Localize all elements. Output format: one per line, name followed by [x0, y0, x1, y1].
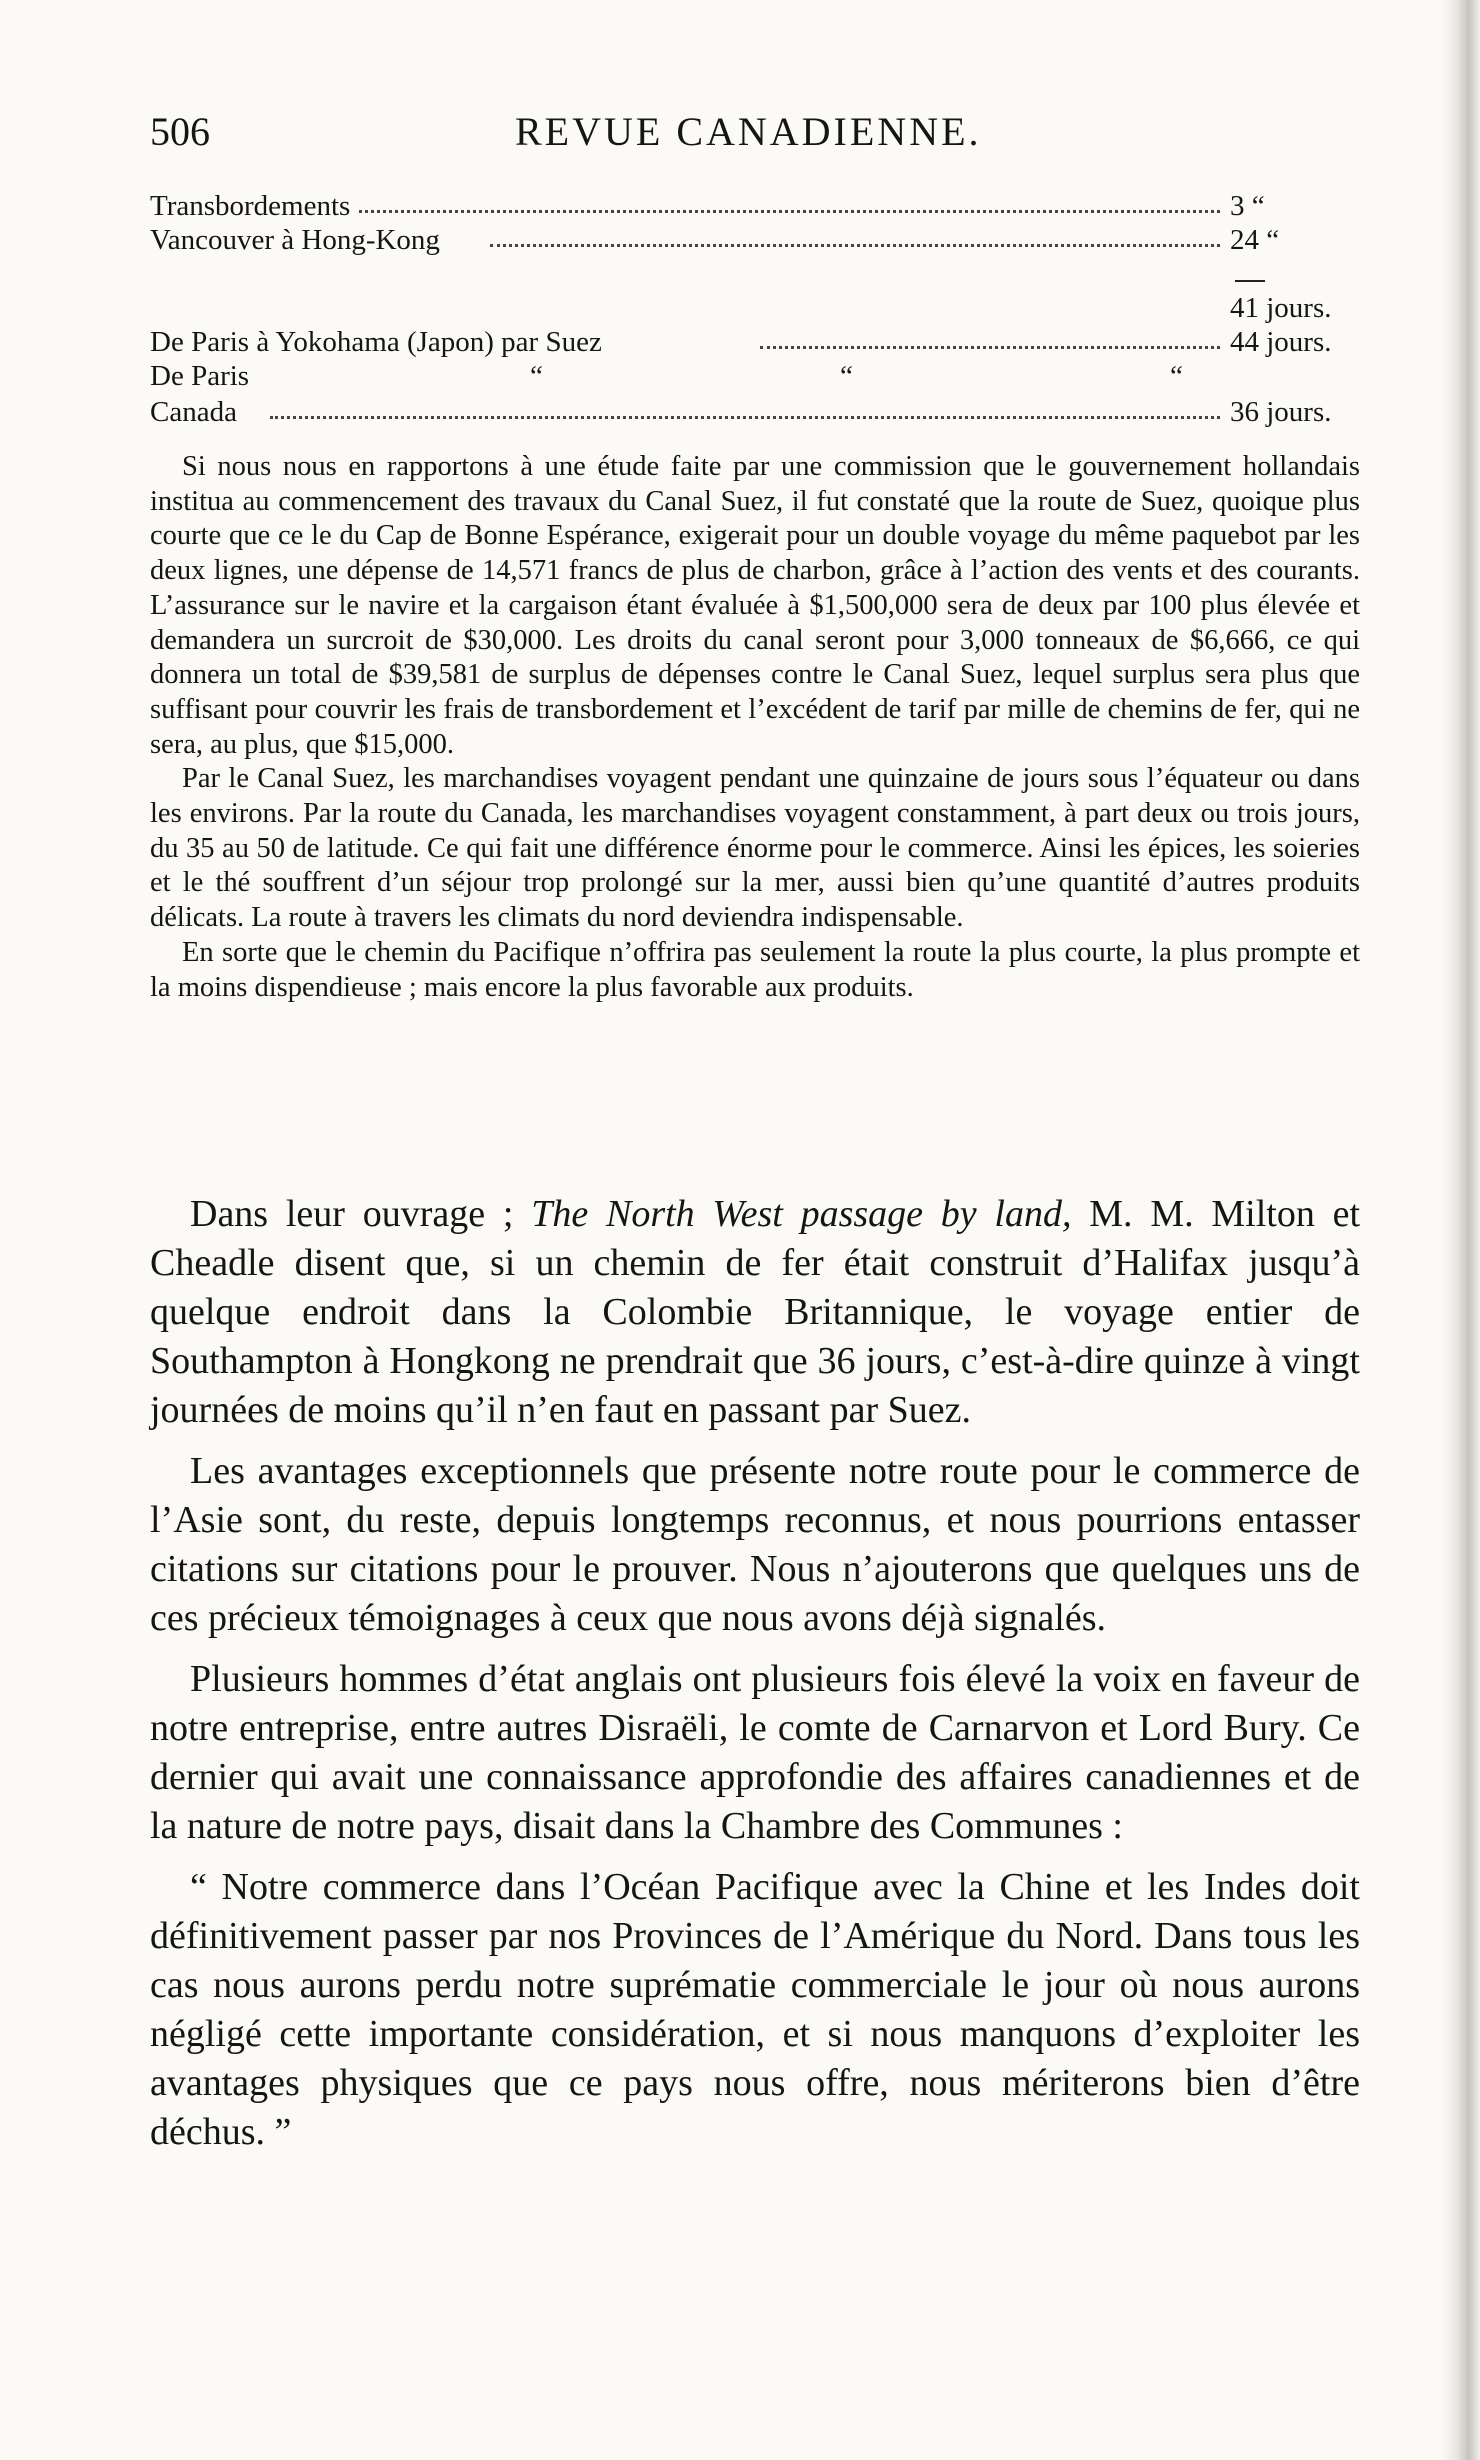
page-number: 506 — [150, 109, 210, 154]
dot-leader — [330, 210, 1220, 213]
table-row — [150, 188, 1360, 224]
table-row — [150, 324, 1360, 360]
small-print-section — [150, 450, 1360, 1005]
page-binding-edge — [1442, 0, 1480, 2460]
body-text-section — [150, 1190, 1360, 2169]
sum-rule — [1235, 280, 1265, 282]
running-title: REVUE CANADIENNE. — [515, 109, 982, 154]
table-row — [150, 222, 1360, 258]
dot-leader — [760, 346, 1220, 349]
row-label: Transbordements — [150, 188, 356, 224]
dot-leader — [490, 244, 1220, 247]
row-label: De Paris — [150, 358, 255, 394]
paragraph-rest: M. M. Milton et Cheadle disent que, si un chemin de fer était construit d’Halifax jusqu’à quelque endroit dans la Colombie Britannique, le voyage entier de Southampton à Hongkong ne prendrait que 36 jours, c’est-à-dire quinze à vingt journées de moins qu’il n’en faut en passant par Suez. — [150, 1193, 1361, 1431]
book-title: The North West passage by land, — [531, 1193, 1072, 1235]
paragraph-intro: Dans leur ouvrage ; — [190, 1193, 514, 1235]
body-paragraph: Les avantages exceptionnels que présente notre route pour le commerce de l’Asie sont, du reste, depuis longtemps reconnus, et nous pourrions entasser citations sur citations pour le prouver. Nous n’ajouterons que quelques uns de ces précieux témoignages à ceux que nous avons déjà signalés. — [150, 1450, 1360, 1639]
row-value: 36 jours. — [1230, 396, 1332, 428]
table-row — [150, 394, 1360, 430]
small-paragraph: Si nous nous en rapportons à une étude faite par une commission que le gouvernement hollandais institua au commencement des travaux du Canal Suez, il fut constaté que la route de Suez, quoique plus courte que ce le du Cap de Bonne Espérance, exigerait pour un double voyage du même paquebot par les deux lignes, une dépense de 14,571 francs de plus de charbon, grâce à l’action des vents et des courants. L’assurance sur le navire et la cargaison étant évaluée à $1,500,000 sera de deux par 100 plus élevée et demandera un surcroit de $30,000. Les droits du canal seront pour 3,000 tonneaux de $6,666, ce qui donnera un total de $39,581 de surplus de dépenses contre le Canal Suez, lequel surplus sera plus que suffisant pour couvrir les frais de transbordement et l’excédent de tarif par mille de chemins de fer, qui ne sera, au plus, que $15,000. — [150, 451, 1360, 760]
ditto-mark: “ — [1170, 360, 1183, 392]
table-row — [150, 290, 1360, 326]
small-paragraph: Par le Canal Suez, les marchandises voyagent pendant une quinzaine de jours sous l’équateur ou dans les environs. Par la route du Canada, les marchandises voyagent constamment, à part deux ou trois jours, du 35 au 50 de latitude. Ce qui fait une différence énorme pour le commerce. Ainsi les épices, les soieries et le thé souffrent d’un séjour trop prolongé sur la mer, aussi bien qu’une quantité d’autres produits délicats. La route à travers les climats du nord deviendra indispensable. — [150, 763, 1360, 934]
row-value: 44 jours. — [1230, 326, 1332, 358]
row-value: 41 jours. — [1230, 292, 1332, 324]
row-label: Canada — [150, 394, 243, 430]
body-paragraph — [150, 1190, 1360, 1435]
ditto-mark: “ — [840, 360, 853, 392]
body-paragraph: Plusieurs hommes d’état anglais ont plusieurs fois élevé la voix en faveur de notre entreprise, entre autres Disraëli, le comte de Carnarvon et Lord Bury. Ce dernier qui avait une connaissance approfondie des affaires canadiennes et de la nature de notre pays, disait dans la Chambre des Communes : — [150, 1658, 1360, 1847]
quotation-paragraph: “ Notre commerce dans l’Océan Pacifique avec la Chine et les Indes doit définitivement passer par nos Provinces de l’Amérique du Nord. Dans tous les cas nous aurons perdu notre suprématie commerciale le jour où nous aurons négligé cette importante considération, et si nous manquons d’exploiter les avantages physiques que ce pays nous offre, nous mériterons bien d’être déchus. ” — [150, 1866, 1360, 2153]
page-header — [150, 108, 1360, 158]
table-row — [150, 358, 1360, 394]
row-value: 24 “ — [1230, 224, 1280, 256]
ditto-mark: “ — [530, 360, 543, 392]
row-value: 3 “ — [1230, 190, 1265, 222]
dot-leader — [270, 416, 1220, 419]
row-label: Vancouver à Hong-Kong — [150, 222, 446, 258]
small-paragraph: En sorte que le chemin du Pacifique n’offrira pas seulement la route la plus courte, la plus prompte et la moins dispendieuse ; mais encore la plus favorable aux produits. — [150, 936, 1360, 1003]
row-label: De Paris à Yokohama (Japon) par Suez — [150, 324, 608, 360]
